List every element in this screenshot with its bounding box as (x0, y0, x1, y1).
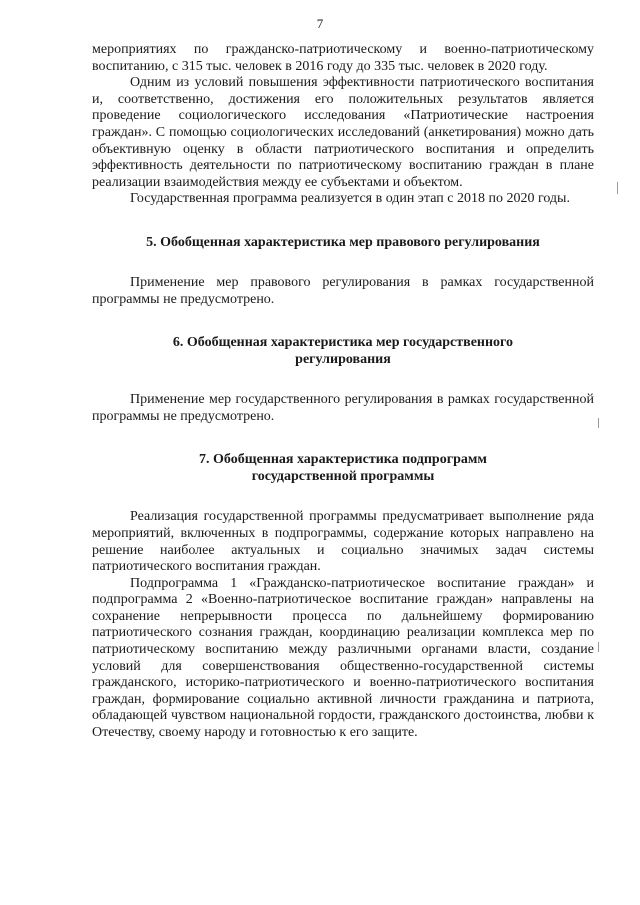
paragraph: Одним из условий повышения эффективности патриотического воспитания и, соответственно, достижения его положительных результатов является проведение социологического исследования «Патриотические настроения граждан». С помощью социологических исследований (анкетирования) можно дать объективную оценку в области патриотического воспитания и определить эффективность деятельности по патриотическому воспитанию граждан в плане реализации взаимодействия между ее субъектами и объектом. (92, 75, 594, 190)
document-body (92, 42, 594, 742)
scan-mark (598, 418, 599, 428)
section-6-heading-line2: регулирования (295, 352, 391, 368)
section-5-text: Применение мер правового регулирования в рамках государственной программы не предусмотрено. (92, 274, 594, 307)
section-7-paragraph: Реализация государственной программы предусматривает выполнение ряда мероприятий, включенных в подпрограммы, содержание которых направлено на решение наиболее актуальных и социально значимых задач системы патриотического воспитания граждан. (92, 509, 594, 575)
section-6-heading-line1: 6. Обобщенная характеристика мер государственного (172, 335, 514, 351)
section-7-heading-line2: государственной программы (251, 469, 435, 485)
paragraph: мероприятиях по гражданско-патриотическому и военно-патриотическому воспитанию, с 315 тыс. человек в 2016 году до 335 тыс. человек в 2020 году. (92, 42, 594, 74)
section-6-text: Применение мер государственного регулирования в рамках государственной программы не предусмотрено. (92, 392, 594, 424)
section-7-heading-line1: 7. Обобщенная характеристика подпрограмм (199, 452, 487, 468)
section-7-paragraph: Подпрограмма 1 «Гражданско-патриотическое воспитание граждан» и подпрограмма 2 «Военно-патриотическое воспитание граждан» направлены на сохранение непрерывности процесса по дальнейшему формированию патриотического сознания граждан, координацию реализации комплекса мер по патриотическому воспитанию между различными органами власти, создание условий для совершенствования общественно-государственной системы гражданского, историко-патриотического и военно-патриотического воспитания граждан, формирование социально активной личности гражданина и патриота, обладающей чувством национальной гордости, гражданского достоинства, любви к Отечеству, своему народу и готовностью к его защите. (92, 575, 594, 741)
scan-mark (617, 182, 618, 194)
scan-mark (598, 642, 599, 652)
section-5-heading: 5. Обобщенная характеристика мер правового регулирования (146, 234, 540, 250)
paragraph: Государственная программа реализуется в один этап с 2018 по 2020 годы. (130, 191, 570, 207)
page-number: 7 (316, 16, 324, 31)
